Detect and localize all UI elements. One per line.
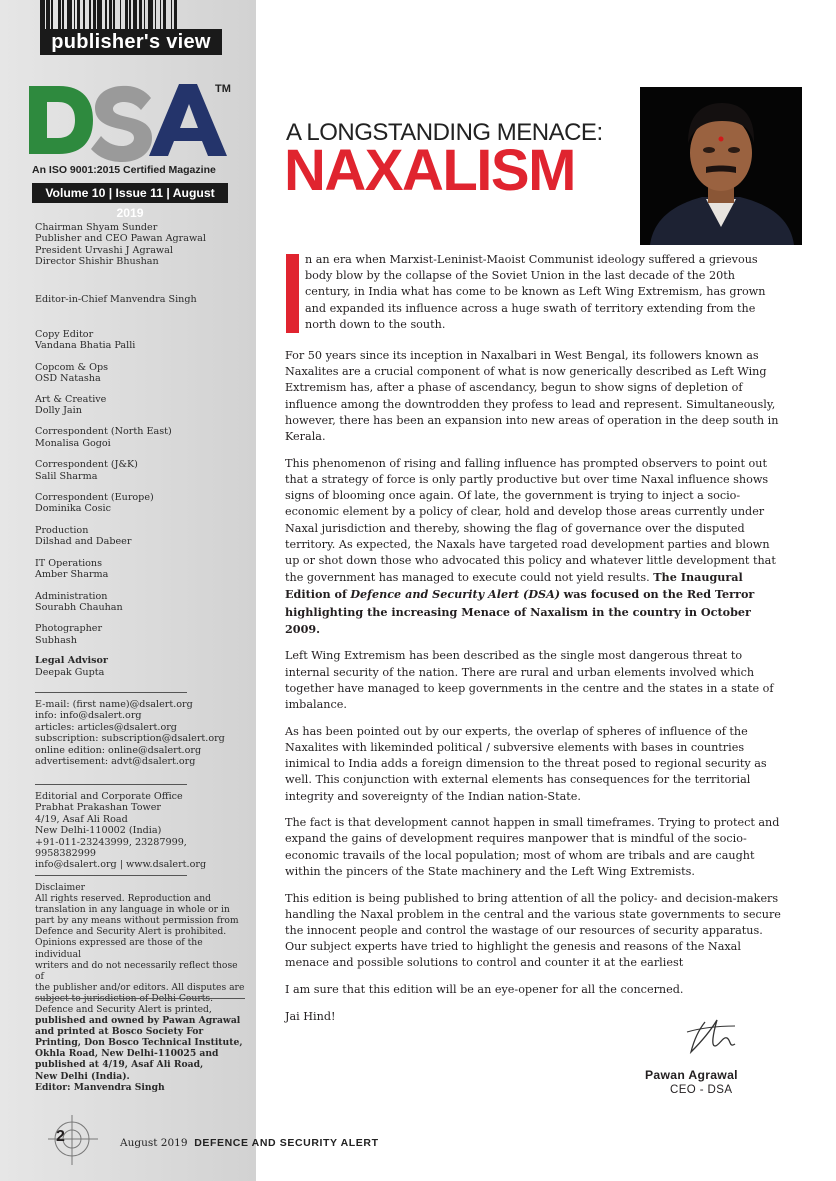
lead-line: and expanded its influence across a huge swath of territory extending from the — [305, 301, 756, 315]
paragraph: I am sure that this edition will be an eye-opener for all the concerned. — [285, 983, 684, 997]
office-title: Editorial and Corporate Office — [35, 791, 183, 802]
section-label: publisher's view — [40, 29, 222, 55]
role-name: Dilshad and Dabeer — [35, 536, 132, 548]
role-name: OSD Natasha — [35, 373, 101, 385]
imprint-line: published at 4/19, Asaf Ali Road, — [35, 1059, 204, 1071]
paragraph-bold: The Inaugural Edition of — [285, 570, 743, 602]
author-photo — [640, 87, 802, 245]
role-label: Copcom & Ops — [35, 361, 109, 373]
role-name: Deepak Gupta — [35, 666, 105, 678]
role-name: Subhash — [35, 634, 77, 646]
divider — [35, 875, 187, 876]
director: Director Shishir Bhushan — [35, 256, 159, 268]
disclaimer-title: Disclaimer — [35, 882, 86, 893]
divider — [35, 784, 187, 785]
paragraph: Left Wing Extremism has been described as the single most dangerous threat to internal security of the nation. There are rural and urban elements involved which together have managed to keep governments in the centre and the states in a state of imbalance. — [285, 649, 774, 712]
publication-name: Defence and Security Alert (DSA) — [350, 587, 561, 602]
imprint-line: New Delhi (India). — [35, 1070, 130, 1082]
paragraph-bold: was focused on the Red Terror highlighting the increasing Menace of Naxalism in the country in October 2009. — [285, 587, 755, 636]
signature-name: Pawan Agrawal — [645, 1068, 738, 1082]
role-label: Correspondent (North East) — [35, 426, 172, 438]
masthead-sidebar — [0, 0, 256, 1181]
imprint-line: and printed at Bosco Society For — [35, 1026, 204, 1038]
signature-scribble — [683, 1012, 743, 1062]
lead-line: century, in India what has come to be known as Left Wing Extremism, has grown — [305, 285, 766, 299]
role-name: Dolly Jain — [35, 405, 82, 417]
office-line: Prabhat Prakashan Tower — [35, 802, 161, 814]
barcode-graphic — [40, 0, 222, 29]
role-name: Sourabh Chauhan — [35, 601, 123, 613]
issue-line: Volume 10 | Issue 11 | August 2019 — [32, 183, 228, 203]
office-web: info@dsalert.org | www.dsalert.org — [35, 859, 207, 871]
role-label: Art & Creative — [35, 393, 107, 405]
page-footer — [120, 1137, 379, 1149]
imprint-line: Defence and Security Alert is printed, — [35, 1004, 212, 1015]
role-name: Monalisa Gogoi — [35, 437, 111, 449]
office-line: 4/19, Asaf Ali Road — [35, 813, 128, 825]
office-phones: +91-011-23243999, 23287999, 9958382999 — [35, 836, 187, 860]
contact-advertisement: advertisement: advt@dsalert.org — [35, 756, 196, 768]
paragraph: The fact is that development cannot happen in small timeframes. Trying to protect and expand the gains of development requires manpower that is mindful of the socio-economic travails of the local population; most of whom are tribals and are caught within the pincers of the State machinery and the Left Wing Extremists. — [285, 816, 780, 878]
article-kicker: A LONGSTANDING MENACE: — [286, 119, 603, 146]
paragraph-text: This phenomenon of rising and falling influence has prompted observers to point out that a strategy of force is only partly productive but over time Naxal influence shows signs of blooming once again. Of late, the government is trying to inject a socio-economic element by a policy of clear, hold and develop those areas currently under Naxal jurisdiction and thereby, showing the flag of governance over the disputed territory. As expected, the Naxals have targeted road development parties and blown up or shot down those who advocated this policy and whatever little development that the government has managed to execute could not yield results. — [285, 456, 776, 585]
imprint-line: published and owned by Pawan Agrawal — [35, 1015, 241, 1027]
role-label: Correspondent (J&K) — [35, 459, 138, 471]
contact-email: E-mail: (first name)@dsalert.org — [35, 699, 193, 710]
article-body — [285, 348, 785, 1036]
role-label: Photographer — [35, 623, 103, 635]
office-line: New Delhi-110002 (India) — [35, 825, 162, 837]
paragraph: For 50 years since its inception in Naxalbari in West Bengal, its followers known as Naxalites are a crucial component of what is now generically described as Left Wing Extremism has, after a phase of ascendancy, begun to show signs of depletion of influence among the downtrodden they profess to lead and represent. Simultaneously, however, there has been an expansion into new areas of operation in the deep south in Kerala. — [285, 349, 779, 444]
disclaimer-block — [35, 882, 245, 1004]
contact-articles: articles: articles@dsalert.org — [35, 721, 177, 733]
disclaimer-line: Defence and Security Alert is prohibited. — [35, 926, 227, 938]
role-name: Amber Sharma — [35, 569, 109, 581]
contact-info: info: info@dsalert.org — [35, 710, 142, 722]
contact-online: online edition: online@dsalert.org — [35, 744, 202, 756]
imprint-block — [35, 1004, 245, 1093]
paragraph: As has been pointed out by our experts, the overlap of spheres of influence of the Naxalites with likeminded political / subversive elements with bases in countries inimical to India adds a foreign dimension to the threat posed to regional security as well. This conjunction with external elements has consequences for the territorial integrity and sovereignty of the Indian nation-State. — [285, 724, 767, 803]
paragraph: This edition is being published to bring attention of all the policy- and decision-makers handling the Naxal problem in the central and the various state governments to secure the innocent people and control the wastage of our resources of security apparatus. Our subject experts have tried to highlight the genesis and reasons of the Naxal menace and possible solutions to control and counter it at the earliest — [285, 891, 781, 970]
role-label: IT Operations — [35, 557, 103, 569]
divider — [35, 692, 187, 693]
disclaimer-line: translation in any language in whole or in — [35, 904, 230, 916]
article-headline: NAXALISM — [284, 138, 575, 203]
disclaimer-line: part by any means without permission from — [35, 915, 239, 927]
publisher: Publisher and CEO Pawan Agrawal — [35, 233, 206, 245]
role-label: Legal Advisor — [35, 655, 108, 667]
footer-issue: August 2019 — [120, 1137, 188, 1149]
disclaimer-line: writers and do not necessarily reflect those of — [35, 959, 238, 982]
role-label: Copy Editor — [35, 329, 94, 340]
disclaimer-line: Opinions expressed are those of the individual — [35, 937, 203, 960]
president: President Urvashi J Agrawal — [35, 244, 173, 256]
imprint-line: Editor: Manvendra Singh — [35, 1081, 165, 1093]
imprint-line: Okhla Road, New Delhi-110025 and — [35, 1048, 219, 1060]
staff-leadership — [35, 222, 245, 268]
role-label: Correspondent (Europe) — [35, 492, 154, 504]
chairman: Chairman Shyam Sunder — [35, 222, 158, 233]
imprint-line: Printing, Don Bosco Technical Institute, — [35, 1037, 243, 1049]
contact-subscription: subscription: subscription@dsalert.org — [35, 733, 225, 745]
dsa-logo — [27, 80, 237, 162]
footer-publication: DEFENCE AND SECURITY ALERT — [194, 1137, 379, 1149]
page-number: 2 — [56, 1128, 65, 1145]
editor-in-chief: Editor-in-Chief Manvendra Singh — [35, 294, 197, 305]
role-name: Vandana Bhatia Palli — [35, 340, 136, 352]
signature-title: CEO - DSA — [670, 1084, 733, 1096]
lead-line: body blow by the collapse of the Soviet Union in the last decade of the 20th — [305, 269, 735, 283]
office-block — [35, 791, 245, 871]
role-name: Dominika Cosic — [35, 503, 111, 515]
disclaimer-line: All rights reserved. Reproduction and — [35, 893, 211, 905]
divider — [35, 998, 245, 999]
lead-line: north down to the south. — [305, 317, 446, 331]
staff-roles — [35, 329, 245, 678]
drop-cap-bar — [286, 254, 299, 333]
article-lead — [305, 252, 783, 333]
lead-line: n an era when Marxist-Leninist-Maoist Communist ideology suffered a grievous — [305, 253, 758, 266]
trademark-mark: TM — [215, 83, 231, 95]
disclaimer-line: the publisher and/or editors. All disputes are — [35, 981, 245, 993]
role-name: Salil Sharma — [35, 470, 98, 482]
paragraph: Jai Hind! — [285, 1009, 336, 1023]
role-label: Administration — [35, 590, 108, 602]
certification-line: An ISO 9001:2015 Certified Magazine — [32, 164, 216, 176]
contacts-block — [35, 699, 245, 767]
paragraph — [285, 456, 785, 638]
role-label: Production — [35, 524, 89, 536]
